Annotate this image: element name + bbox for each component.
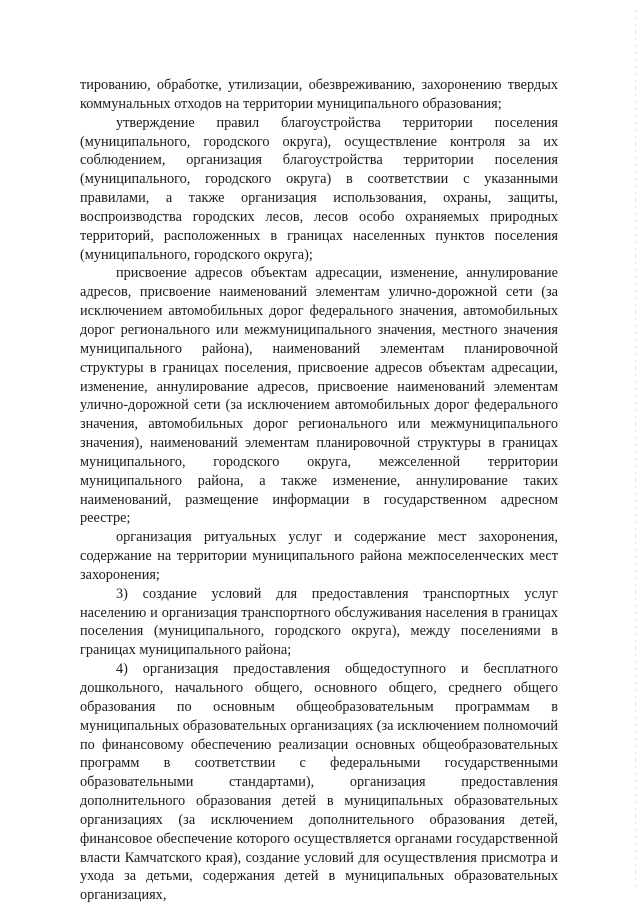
document-body <box>80 76 558 905</box>
paragraph-address-assignment: присвоение адресов объектам адресации, изменение, аннулирование адресов, присвоение наименований элементам улично-дорожной сети (за исключением автомобильных дорог федерального значения, автомобильных дорог регионального или межмуниципального значения, местного значения муниципального района), наименований элементам планировочной структуры в границах поселения, присвоение адресов объектам адресации, изменение, аннулирование адресов, присвоение наименований элементам улично-дорожной сети (за исключением автомобильных дорог федерального значения, автомобильных дорог регионального или межмуниципального значения), наименований элементам планировочной структуры в границах муниципального, городского округа, межселенной территории муниципального района, а также изменение, аннулирование таких наименований, размещение информации в государственном адресном реестре; <box>80 265 558 527</box>
paragraph-funeral-services: организация ритуальных услуг и содержание мест захоронения, содержание на территории муниципального района межпоселенческих мест захоронения; <box>80 529 558 583</box>
paragraph-education: 4) организация предоставления общедоступного и бесплатного дошкольного, начального общего, основного общего, среднего общего образования по основным общеобразовательным программам в муниципальных образовательных организациях (за исключением полномочий по финансовому обеспечению реализации основных общеобразовательных программ в соответствии с федеральными государственными образовательными стандартами), организация предоставления дополнительного образования детей в муниципальных образовательных организациях (за исключением дополнительного образования детей, финансовое обеспечение которого осуществляется органами государственной власти Камчатского края), создание условий для осуществления присмотра и ухода за детьми, содержания детей в муниципальных образовательных организациях, <box>80 661 558 904</box>
scan-edge-marks <box>635 10 636 890</box>
paragraph-landscaping-rules: утверждение правил благоустройства территории поселения (муниципального, городского округа), осуществление контроля за их соблюдением, организация благоустройства территории поселения (муниципального, городского округа) в соответствии с указанными правилами, а также организация использования, охраны, защиты, воспроизводства городских лесов, лесов особо охраняемых природных территорий, расположенных в границах населенных пунктов поселения (муниципального, городского округа); <box>80 114 558 263</box>
paragraph-waste-disposal: тированию, обработке, утилизации, обезвреживанию, захоронению твердых коммунальных отходов на территории муниципального образования; <box>80 77 558 112</box>
paragraph-transport-services: 3) создание условий для предоставления транспортных услуг населению и организация транспортного обслуживания населения в границах поселения (муниципального, городского округа), между поселениями в границах муниципального района; <box>80 585 558 659</box>
